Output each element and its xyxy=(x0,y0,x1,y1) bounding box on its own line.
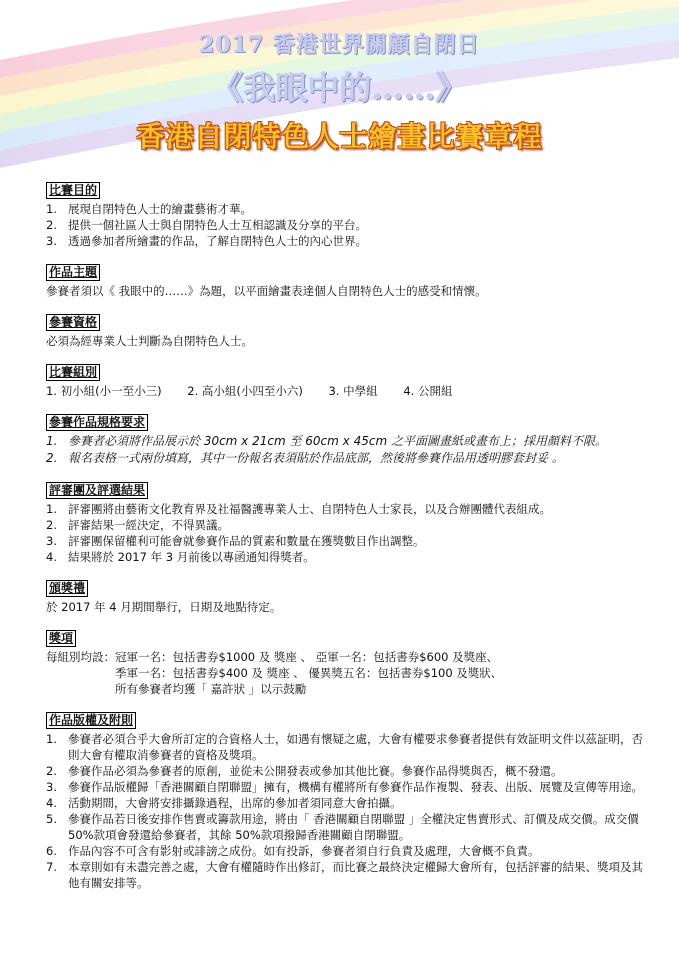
prize-line: 冠軍一名：包括書券$1000 及 獎座 、 亞軍一名：包括書券$600 及獎座、 xyxy=(115,650,499,664)
section-title: 作品版權及附則 xyxy=(46,712,136,729)
list-item: 5. 參賽作品若日後安排作售賣或籌款用途，將由「 香港關顧自閉聯盟 」全權決定售賣形式、訂價及成交價。成交價 50%款項會發還給參賽者，其餘 50%款項撥歸香港關顧自閉聯盟。 xyxy=(46,812,639,842)
purpose-list xyxy=(46,201,646,249)
list-item: 3. 評審團保留權利可能會就參賽作品的質素和數量在獲獎數目作出調整。 xyxy=(46,534,425,548)
copyright-list xyxy=(46,731,646,891)
section-theme xyxy=(46,256,646,299)
eligibility-text: 必須為經專業人士判斷為自閉特色人士。 xyxy=(46,334,253,348)
list-item: 2. 報名表格一式兩份填寫，其中一份報名表須貼於作品底部，然後將參賽作品用透明膠套封妥 。 xyxy=(46,451,564,465)
list-item: 6. 作品內容不可含有影射或誹謗之成份。如有投訴，參賽者須自行負責及處理，大會概不負責。 xyxy=(46,844,540,858)
group-item: 3. 中學組 xyxy=(328,384,378,398)
list-item: 2. 提供一個社區人士與自閉特色人士互相認識及分享的平台。 xyxy=(46,218,367,232)
section-title: 比賽組別 xyxy=(46,364,100,381)
section-ceremony xyxy=(46,572,646,615)
theme-text: 參賽者須以《 我眼中的……》為題，以平面繪畫表達個人自閉特色人士的感受和情懷。 xyxy=(46,284,487,298)
list-item: 1. 展現自閉特色人士的繪畫藝術才華。 xyxy=(46,202,252,216)
section-judging xyxy=(46,474,646,565)
section-title: 獎項 xyxy=(46,630,76,647)
list-item: 3. 參賽作品版權歸「香港關顧自閉聯盟」擁有，機構有權將所有參賽作品作複製、發表、出版、展覽及宣傳等用途。 xyxy=(46,780,643,794)
ceremony-text: 於 2017 年 4 月期間舉行，日期及地點待定。 xyxy=(46,600,282,614)
section-prizes xyxy=(46,622,646,697)
judging-list xyxy=(46,501,646,565)
section-purpose xyxy=(46,182,646,249)
list-item: 4. 活動期間，大會將安排攝錄過程，出席的參加者須同意大會拍攝。 xyxy=(46,796,402,810)
section-groups xyxy=(46,356,646,399)
spec-list xyxy=(46,433,646,467)
list-item: 1. 參賽者必須將作品展示於 30cm x 21cm 至 60cm x 45cm 之平面圖畫紙或畫布上；採用顏料不限。 xyxy=(46,434,607,448)
year-title: 2017 香港世界關顧自閉日 xyxy=(199,32,480,58)
section-title: 參賽作品規格要求 xyxy=(46,414,148,431)
section-eligibility xyxy=(46,306,646,349)
section-spec xyxy=(46,406,646,467)
section-title: 參賽資格 xyxy=(46,314,100,331)
rules-content xyxy=(46,182,646,898)
group-item: 2. 高小組(小四至小六) xyxy=(187,384,303,398)
list-item: 4. 結果將於 2017 年 3 月前後以專函通知得獎者。 xyxy=(46,550,315,564)
section-title: 作品主題 xyxy=(46,264,100,281)
groups-row xyxy=(46,383,646,399)
prize-line: 季軍一名：包括書券$400 及 獎座 、 優異獎五名：包括書券$100 及獎狀、 xyxy=(115,666,503,680)
group-item: 4. 公開組 xyxy=(403,384,453,398)
list-item: 2. 評審結果一經決定，不得異議。 xyxy=(46,518,229,532)
list-item: 1. 評審團將由藝術文化教育界及社福醫護專業人士、自閉特色人士家長，以及合辦團體代表組成。 xyxy=(46,502,551,516)
theme-title: 《我眼中的……》 xyxy=(211,69,468,107)
section-title: 比賽目的 xyxy=(46,182,100,199)
prize-line: 所有參賽者均獲「 嘉許狀 」以示鼓勵 xyxy=(115,682,307,696)
list-item: 2. 參賽作品必須為參賽者的原創，並從未公開發表或參加其他比賽。參賽作品得獎與否，概不發還。 xyxy=(46,764,563,778)
prize-lead: 每組別均設： xyxy=(46,650,115,664)
prize-lines xyxy=(115,649,646,697)
list-item: 3. 透過參加者所繪畫的作品，了解自閉特色人士的內心世界。 xyxy=(46,234,367,248)
section-title: 頒獎禮 xyxy=(46,580,88,597)
header xyxy=(0,28,679,155)
section-copyright xyxy=(46,704,646,891)
prize-block xyxy=(46,649,646,697)
list-item: 7. 本章則如有未盡完善之處，大會有權隨時作出修訂，而比賽之最終決定權歸大會所有，包括評審的結果、獎項及其他有關安排等。 xyxy=(46,860,643,890)
main-title: 香港自閉特色人士繪畫比賽章程 xyxy=(136,120,543,153)
group-item: 1. 初小組(小一至小三) xyxy=(46,384,162,398)
list-item: 1. 參賽者必須合乎大會所訂定的合資格人士，如遇有懷疑之處，大會有權要求參賽者提供有效証明文件以茲証明，否則大會有權取消參賽者的資格及獎項。 xyxy=(46,732,643,762)
section-title: 評審團及評選結果 xyxy=(46,482,148,499)
